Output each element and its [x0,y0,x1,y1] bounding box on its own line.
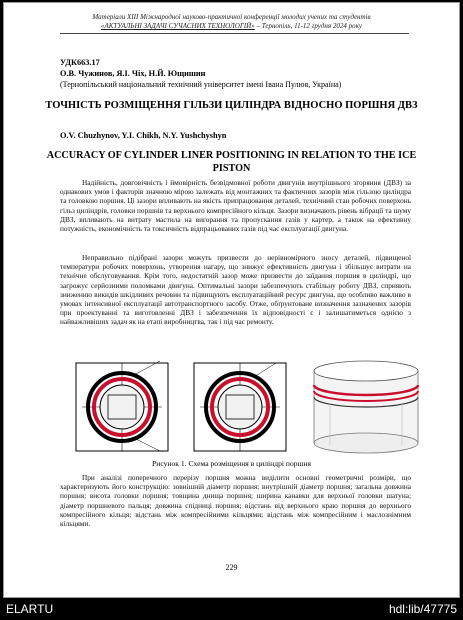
conference-title-link[interactable]: «АКТУАЛЬНІ ЗАДАЧІ СУЧАСНИХ ТЕХНОЛОГІЙ» [100,22,255,30]
authors-ua: О.В. Чужинов, Я.І. Чіх, Н.Й. Ющишин [60,69,206,78]
paragraph-2: Неправильно підібрані зазори можуть призвести до нерівномірного зносу деталей, підвищеної температури робочих поверхонь, утворення нагару, що знижує ефективність двигуна і збільшує витрати на технічне обслуговування. Крім того, недостатній зазор може призвести до заїдання поршня в циліндрі, що загрожує серйозними поломками двигуна. Оптимальні зазори забезпечують стабільну роботу ДВЗ, сприяють зниженню викидів шкідливих речовин та підвищують експлуатаційний ресурс двигуна, що особливо важливо в умовах інтенсивної експлуатації автотранспортного засобу. Отже, обґрунтоване визначення зазначених зазорів при проектуванні та виготовленні ДВЗ і забезпечення їх відповідності є і залишатиметься однією з найважливіших задач як на етапі виробництва, так і під час ремонту. [60,253,411,327]
middle-schematic [194,363,286,451]
authors-en: O.V. Chuzhynov, Y.I. Chikh, N.Y. Yushchyshyn [60,131,227,140]
conference-header-line1: Матеріали XIII Міжнародної науково-практичної конференції молодих учених та студентів [92,13,371,21]
header-divider [60,33,409,34]
paragraph-1: Надійність, довговічність і ймовірність безвідмовної роботи двигунів внутрішнього згоряння (ДВЗ) за однакових умов і факторів значною мірою залежать від монтажних та фактичних зазорів між гільзою циліндра та головкою поршня. Ці зазори впливають на якість припрацювання деталей, технічний стан робочих поверхонь гільз циліндрів, головки поршнів та верхнього компресійного кільця. Зазори визначають рівень вібрації та шуму ДВЗ, впливають на витрату мастила на вигорання та пропускання газів у картер, а також на ефективну потужність, економічність та токсичність відпрацьованих газів під час експлуатації двигуна. [60,178,411,234]
repository-footer [0,598,463,620]
figure-piston-cylinder [60,357,428,455]
document-page [3,2,460,598]
title-ua: ТОЧНІСТЬ РОЗМІЩЕННЯ ГІЛЬЗИ ЦИЛІНДРА ВІДНОСНО ПОРШНЯ ДВЗ [45,100,418,111]
page-number: 229 [225,563,238,572]
udk-code: УДК663.17 [60,58,100,67]
affiliation: (Тернопільський національний технічний університет імені Івана Пулюя, Україна) [60,80,342,89]
left-schematic [76,361,168,451]
title-en: ACCURACY OF CYLINDER LINER POSITIONING IN RELATION TO THE ICE PISTON [46,150,417,174]
figure-caption: Рисунок 1. Схема розміщення в циліндрі поршня [152,459,311,468]
conference-header-line2 [4,22,459,31]
footer-handle[interactable]: hdl:lib/47775 [388,602,457,616]
conference-header [4,13,459,31]
right-piston-3d [314,361,418,453]
paragraph-3: При аналізі поперечного перерізу поршня можна виділити основні геометричні розміри, що характеризують його конструкцію: зовнішній діаметр поршня; внутрішній діаметр поршня; загальна довжина поршня; висота головки поршня; товщина днища поршня; ширина канавки для верхньої головки шатуна; діаметр поршневого пальця; довжина спідниці поршня; відстань від верхнього краю поршня до верхнього компресійного кільця; відстань між компресійними кільцями; відстань між компресійним і маслознімним кільцями. [60,473,411,529]
footer-repository-name[interactable]: ELARTU [6,602,54,616]
conference-date: – Тернопіль, 11-12 грудня 2024 року [254,22,363,30]
